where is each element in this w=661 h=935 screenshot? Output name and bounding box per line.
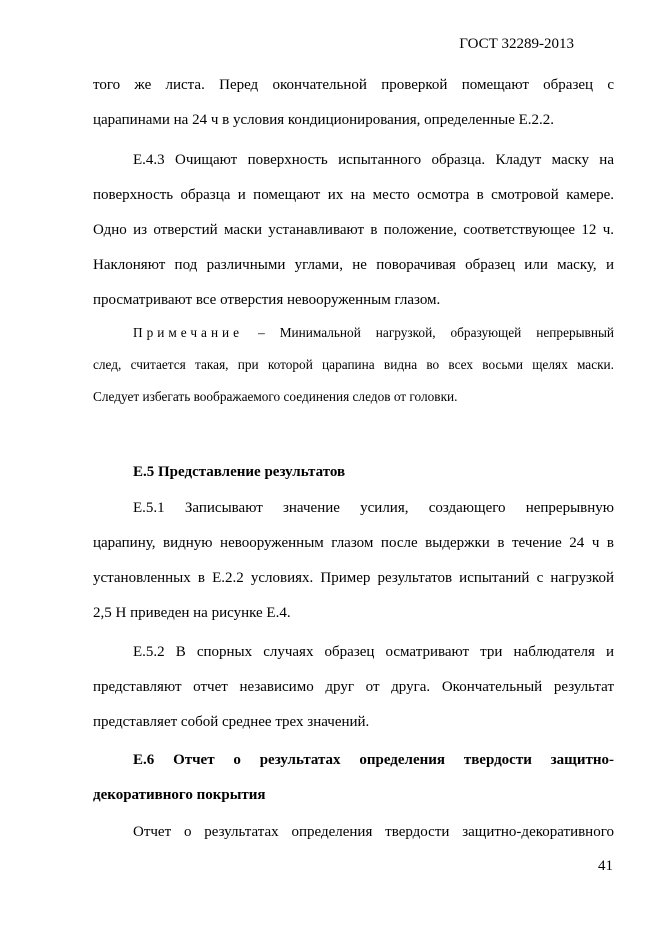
note-line: Следует избегать воображаемого соединения следов от головки. <box>93 389 458 404</box>
text-line: Е.5.2 В спорных случаях образец осматривают три наблюдателя и <box>133 644 614 660</box>
note-block <box>93 317 614 413</box>
standard-header: ГОСТ 32289-2013 <box>459 36 574 52</box>
section-heading: декоративного покрытия <box>93 787 266 803</box>
text-line: установленных в Е.2.2 условиях. Пример результатов испытаний с нагрузкой <box>93 570 614 586</box>
text-line: просматривают все отверстия невооруженным глазом. <box>93 292 441 308</box>
note-text: – Минимальной нагрузкой, образующей непрерывный <box>258 325 614 340</box>
note-label: Примечание <box>133 325 244 340</box>
text-line: представляет собой среднее трех значений. <box>93 714 370 730</box>
section-e5 <box>93 455 614 490</box>
text-line: представляют отчет независимо друг от друга. Окончательный результат <box>93 679 614 695</box>
section-heading: Е.6 Отчет о результатах определения твердости защитно- <box>133 752 614 768</box>
page-number: 41 <box>598 858 613 874</box>
text-line: Наклоняют под различными углами, не поворачивая образец или маску, и <box>93 257 614 273</box>
text-line: царапинами на 24 ч в условия кондиционирования, определенные Е.2.2. <box>93 112 555 128</box>
section-e6 <box>93 743 614 813</box>
paragraph-e4-3 <box>93 143 614 318</box>
paragraph-e5-1 <box>93 491 614 631</box>
text-line: Е.4.3 Очищают поверхность испытанного образца. Кладут маску на <box>133 152 614 168</box>
paragraph-e6 <box>93 815 614 850</box>
text-line: поверхность образца и помещают их на место осмотра в смотровой камере. <box>93 187 614 203</box>
note-line: след, считается такая, при которой царапина видна во всех восьми щелях маски. <box>93 357 614 372</box>
text-line: Отчет о результатах определения твердости защитно-декоративного <box>133 824 614 840</box>
text-line: Одно из отверстий маски устанавливают в положение, соответствующее 12 ч. <box>93 222 614 238</box>
text-line: 2,5 Н приведен на рисунке Е.4. <box>93 605 291 621</box>
note-line <box>93 317 614 349</box>
paragraph-continuation <box>93 68 614 138</box>
text-line: царапину, видную невооруженным глазом после выдержки в течение 24 ч в <box>93 535 614 551</box>
section-heading: Е.5 Представление результатов <box>133 464 346 480</box>
paragraph-e5-2 <box>93 635 614 740</box>
text-line: того же листа. Перед окончательной проверкой помещают образец с <box>93 77 614 93</box>
text-line: Е.5.1 Записывают значение усилия, создающего непрерывную <box>133 500 614 516</box>
